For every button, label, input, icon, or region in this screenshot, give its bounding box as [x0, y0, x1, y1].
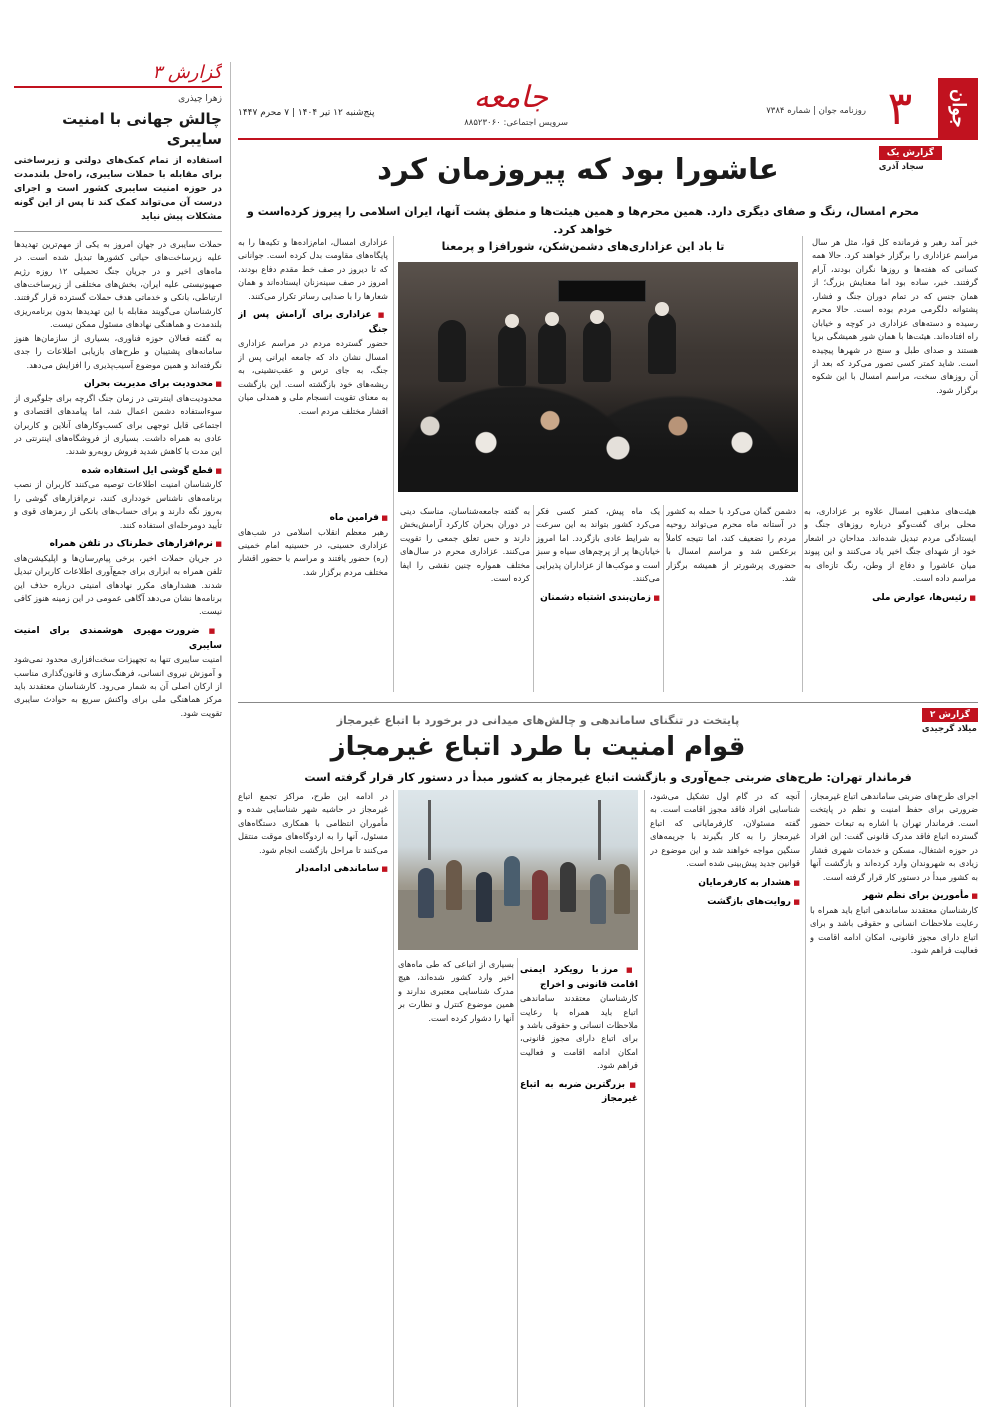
paragraph: بسیاری از اتباعی که طی ماه‌های اخیر وارد کشور شده‌اند، هیچ مدرک شناسایی معتبری ندارند و همین موضوع کنترل و نظارت بر آنها را دشوار کرده است.: [398, 959, 514, 1023]
figure-head: [590, 310, 604, 324]
paragraph: محدودیت‌های اینترنتی در زمان جنگ اگرچه برای جلوگیری از سوءاستفاده دشمن اعمال شد، اما پیامدهای اقتصادی و اجتماعی قابل توجهی برای کسب‌وکارهای آنلاین و کاربران عادی به همراه داشت. بسیاری از فروشگاه‌های اینترنتی در این مدت با کاهش شدید فروش روبه‌رو شدند.: [14, 392, 222, 457]
report-1-column: [238, 236, 388, 498]
lead-line: تا باد این عزاداری‌های دشمن‌شکن، شورافزا و پرمعنا: [441, 240, 725, 254]
paragraph: امنیت سایبری تنها به تجهیزات سخت‌افزاری محدود نمی‌شود و آموزش نیروی انسانی، فرهنگ‌سازی و قانون‌گذاری مناسب از ارکان اصلی آن به شمار می‌رود. کارشناسان معتقدند باید مرکز هماهنگی ملی برای واکنش سریع به حوادث سایبری تقویت شود.: [14, 654, 222, 718]
paragraph: حملات سایبری در جهان امروز به یکی از مهم‌ترین تهدیدها علیه زیرساخت‌های حیاتی کشورها تبدیل شده است. در ماه‌های اخیر و در جریان جنگ تحمیلی ۱۲ روزه رژیم صهیونیستی علیه ایران، بخش‌های مختلفی از زیرساخت‌های ارتباطی، بانکی و خدماتی هدف حملات گسترده قرار گرفتند. کارشناسان می‌گویند مقابله با این تهدیدها بدون برنامه‌ریزی بلندمدت و هماهنگی نهادهای مسئول ممکن نیست.: [14, 238, 222, 330]
banner-shape: [558, 280, 646, 302]
report-2-column: [810, 790, 978, 1407]
report-2-column: [238, 790, 388, 1407]
subheading: ■ زمان‌بندی اشتباه دشمنان: [536, 591, 660, 606]
seated-figure: [538, 322, 566, 384]
pole-shape: [598, 800, 601, 860]
standing-figure: [438, 320, 466, 382]
subheading: ■ نرم‌افزارهای خطرناک در تلفن همراه: [14, 537, 222, 552]
report-2-column: [398, 958, 514, 1407]
subheading: ■ فرامین ماه: [238, 511, 388, 526]
subheading: ■ بزرگترین ضربه به اتباع غیرمجاز: [520, 1078, 638, 1107]
figure-head: [655, 302, 669, 316]
paragraph: هیئت‌های مذهبی امسال علاوه بر عزاداری، به محلی برای گفت‌وگو درباره روزهای جنگ و ایستادگی مردم تبدیل شده‌اند. مداحان در اشعار خود از شهدای جنگ اخیر یاد می‌کنند و این پیوند میان عاشورا و دفاع از وطن، رنگ تازه‌ای به مراسم داده است.: [804, 506, 976, 584]
report-author: میلاد گرجیدی: [921, 724, 977, 734]
paragraph: عزاداری امسال، امام‌زاده‌ها و تکیه‌ها را به پایگاه‌های مقاومت بدل کرده است. جوانانی که تا دیروز در صف خط مقدم دفاع بودند، امروز در صف سینه‌زنان ایستاده‌اند و همان شعارها را با صدایی رساتر تکرار می‌کنند.: [238, 237, 388, 301]
report-1-column: خبر آمد رهبر و فرمانده کل قوا، مثل هر سال مراسم عزاداری را برگزار خواهند کرد. حالا همه کسانی که هفته‌ها و روزها نگران بودند، آرام گرفتند. خبر، ساده بود اما معنایش بزرگ؛ از همان جنس که در تمام دوران جنگ و فشار، پشتوانه دلگرمی مردم بوده است. حالا محرم رسیده و دسته‌های عزاداری در کوچه و خیابان راه افتاده‌اند. هیئت‌ها با همان شور همیشگی برپا هستند و صدای طبل و سنج در شهرها پیچیده است. شاید کمتر کسی تصور می‌کرد که بعد از آن روزهای سخت، مراسم امسال با این شکوه برگزار شود.: [812, 237, 978, 395]
subheading: ■ محدودیت برای مدیریت بحران: [14, 377, 222, 392]
section-contact: سرویس اجتماعی: ۸۸۵۲۳۰۶۰: [464, 118, 568, 128]
section-separator: [238, 702, 978, 703]
seated-figure: [498, 324, 526, 386]
report-1-headline: عاشورا بود که پیروزمان کرد: [377, 152, 779, 186]
page-number: ۳: [887, 81, 913, 135]
report-label: گزارش ۲: [922, 708, 978, 722]
paragraph: اجرای طرح‌های ضربتی ساماندهی اتباع غیرمجاز، ضرورتی برای حفظ امنیت و نظم در پایتخت است. فرماندار تهران با اشاره به تبعات حضور گسترده اتباع فاقد مدرک قانونی گفت: این افراد در حوزه اشتغال، مسکن و خدمات شهری فشار زیادی به شهروندان وارد کرده‌اند و بازگشت آنها به کشور مبدأ در دستور کار قرار گرفته است.: [810, 791, 978, 882]
report-1-column: [536, 505, 660, 692]
person-figure: [560, 862, 576, 912]
subheading: ■ مرز با رویکرد ایمنی اقامت قانونی و اخراج: [520, 963, 638, 992]
seated-figure: [648, 312, 676, 374]
subheading: ■ مأمورین برای نظم شهر: [810, 889, 978, 904]
left-column-author: زهرا چیذری: [178, 94, 222, 104]
column-divider: [805, 790, 806, 1407]
report-2-column: [650, 790, 800, 1407]
report-2-overline: پایتخت در تنگنای ساماندهی و چالش‌های میدانی در برخورد با اتباع غیرمجاز: [336, 714, 740, 727]
paragraph: در جریان حملات اخیر، برخی پیام‌رسان‌ها و اپلیکیشن‌های تلفن همراه به ابزاری برای جمع‌آوری اطلاعات کاربران تبدیل شدند. هشدارهای مکرر نهادهای امنیتی درباره حذف این برنامه‌ها نشان می‌دهد آگاهی عمومی در این زمینه هنوز کافی نیست.: [14, 552, 222, 617]
report-2-kicker: [922, 708, 978, 734]
lead-line: محرم امسال، رنگ و صفای دیگری دارد. همین محرم‌ها و همین هیئت‌ها و منطق پشت آنها، ایران اسلامی را پیروز کرده‌است و خواهد کرد.: [247, 205, 919, 236]
paragraph: کارشناسان معتقدند ساماندهی اتباع باید همراه با رعایت ملاحظات انسانی و حقوقی باشد و برای اتباع دارای مجوز قانونی، امکان ادامه اقامت و فعالیت فراهم شود.: [520, 993, 638, 1071]
left-column-article: [14, 62, 222, 1407]
paragraph: آنچه که در گام اول تشکیل می‌شود، شناسایی افراد فاقد مجوز اقامت است. به گفته مسئولان، کارفرمایانی که اتباع غیرمجاز را به کار بگیرند با جریمه‌های سنگین مواجه خواهند شد و این موضوع در قوانین جدید پیش‌بینی شده است.: [650, 791, 800, 869]
paragraph: رهبر معظم انقلاب اسلامی در شب‌های عزاداری حسینی، در حسینیه امام خمینی (ره) حضور یافتند و مراسم با حضور اقشار مختلف مردم برگزار شد.: [238, 526, 388, 577]
pole-shape: [428, 800, 431, 860]
column-divider: [533, 505, 534, 692]
section-title: جامعه: [473, 80, 548, 115]
paragraph: کارشناسان امنیت اطلاعات توصیه می‌کنند کاربران از نصب برنامه‌های ناشناس خودداری کنند، نرم‌افزارهای گوشی را به‌روز نگه دارند و برای حساب‌های بانکی از رمزهای قوی و تأیید دومرحله‌ای استفاده کنند.: [14, 479, 222, 530]
report-label: گزارش یک: [879, 146, 942, 160]
report-1-column: [804, 505, 976, 685]
person-figure: [446, 860, 462, 910]
subheading: ■ رئیس‌ها، عوارض ملی: [804, 591, 976, 606]
report-1-column: [400, 505, 530, 692]
paragraph: یک ماه پیش، کمتر کسی فکر می‌کرد کشور بتواند به این سرعت به شرایط عادی بازگردد. اما امروز خیابان‌ها پر از پرچم‌های سیاه و سبز است و موکب‌ها از عزاداران پذیرایی می‌کنند.: [536, 506, 660, 584]
subheading: ■ عزاداری برای آرامش پس از جنگ: [238, 308, 388, 337]
column-divider: [517, 958, 518, 1407]
subheading: ■ ساماندهی ادامه‌دار: [238, 862, 388, 877]
paragraph: کارشناسان معتقدند ساماندهی اتباع باید همراه با رعایت ملاحظات انسانی و حقوقی باشد و برای اتباع دارای مجوز قانونی، امکان ادامه اقامت و فعالیت فراهم شود.: [810, 904, 978, 955]
left-column-lead: استفاده از تمام کمک‌های دولتی و زیرساختی برای مقابله با حملات سایبری، راه‌حل بلندمدت در حوزه امنیت سایبری کشور است و اجرای درست آن می‌تواند کمک کند تا پس از این گونه مشکلات پیش نیاید: [14, 155, 222, 232]
column-divider: [393, 790, 394, 1407]
subheading: ■ قطع گوشی ایل استفاده شده: [14, 464, 222, 479]
column-divider: [663, 505, 664, 692]
person-figure: [532, 870, 548, 920]
masthead-rule: [238, 138, 978, 140]
subheading: ■ ضرورت مهیری هوشمندی برای امنیت سایبری: [14, 624, 222, 653]
report-1-column: [666, 505, 796, 692]
paragraph: در ادامه این طرح، مراکز تجمع اتباع غیرمجاز در حاشیه شهر شناسایی شده و مأموران انتظامی با همکاری دستگاه‌های مسئول، آنها را به اردوگاه‌های موقت منتقل می‌کنند تا مراحل بازگشت انجام شود.: [238, 791, 388, 855]
figure-head: [505, 314, 519, 328]
paragraph: دشمن گمان می‌کرد با حمله به کشور در آستانه ماه محرم می‌تواند روحیه مردم را تضعیف کند، اما نتیجه کاملاً برعکس شد و مراسم امسال با حضوری پرشورتر از همیشه برگزار شد.: [666, 506, 796, 584]
report-2-headline: قوام امنیت با طرد اتباع غیرمجاز: [330, 732, 746, 762]
subheading: ■ هشدار به کارفرمایان: [650, 876, 800, 891]
newspaper-logo: جوان: [938, 78, 978, 138]
column-divider: [644, 790, 645, 1407]
masthead: [238, 78, 978, 138]
left-column-body: [14, 238, 222, 721]
person-figure: [590, 874, 606, 924]
report-2-column: [520, 958, 638, 1407]
paper-info: روزنامه جوان | شماره ۷۳۸۴: [766, 106, 866, 116]
paragraph: به گفته جامعه‌شناسان، مناسک دینی در دوران بحران کارکرد آرامش‌بخش دارند و حس تعلق جمعی را تقویت می‌کنند. عزاداری محرم در سال‌های مختلف همواره چنین نقشی را ایفا کرده است.: [400, 506, 530, 584]
muharram-ceremony-photo: [398, 262, 798, 492]
column-divider: [393, 236, 394, 692]
column-divider: [230, 62, 231, 1407]
paragraph: حضور گسترده مردم در مراسم عزاداری امسال نشان داد که جامعه ایرانی پس از جنگ، به جای ترس و عقب‌نشینی، به ریشه‌های خود بازگشته است. این بازگشت به معنای تقویت انسجام ملی و همدلی میان اقشار مختلف مردم است.: [238, 338, 388, 416]
person-figure: [418, 868, 434, 918]
report-2-lead: فرماندار تهران: طرح‌های ضربتی جمع‌آوری و بازگشت اتباع غیرمجاز به کشور مبدأ در دستور کار قرار گرفته است: [304, 771, 912, 784]
person-figure: [504, 856, 520, 906]
report-author: سجاد آذری: [878, 162, 924, 172]
left-column-headline: چالش جهانی با امنیت سایبری: [62, 110, 222, 148]
figure-head: [545, 312, 559, 326]
subheading: ■ روایت‌های بازگشت: [650, 895, 800, 910]
person-figure: [614, 864, 630, 914]
migrants-crowd-photo: [398, 790, 638, 950]
crowd-shape: [398, 382, 798, 492]
issue-date: پنج‌شنبه ۱۲ تیر ۱۴۰۴ | ۷ محرم ۱۴۴۷: [238, 108, 375, 118]
seated-figure: [583, 320, 611, 382]
left-column-tag-title: گزارش ۳: [152, 62, 222, 83]
column-divider: [802, 236, 803, 692]
paragraph: به گفته فعالان حوزه فناوری، بسیاری از سازمان‌ها هنوز سامانه‌های پشتیبان و طرح‌های بازیابی اطلاعات را جدی نگرفته‌اند و همین موضوع آسیب‌پذیری را افزایش می‌دهد.: [14, 332, 222, 370]
person-figure: [476, 872, 492, 922]
left-column-tag: [14, 62, 222, 88]
report-1-column: [238, 506, 388, 692]
